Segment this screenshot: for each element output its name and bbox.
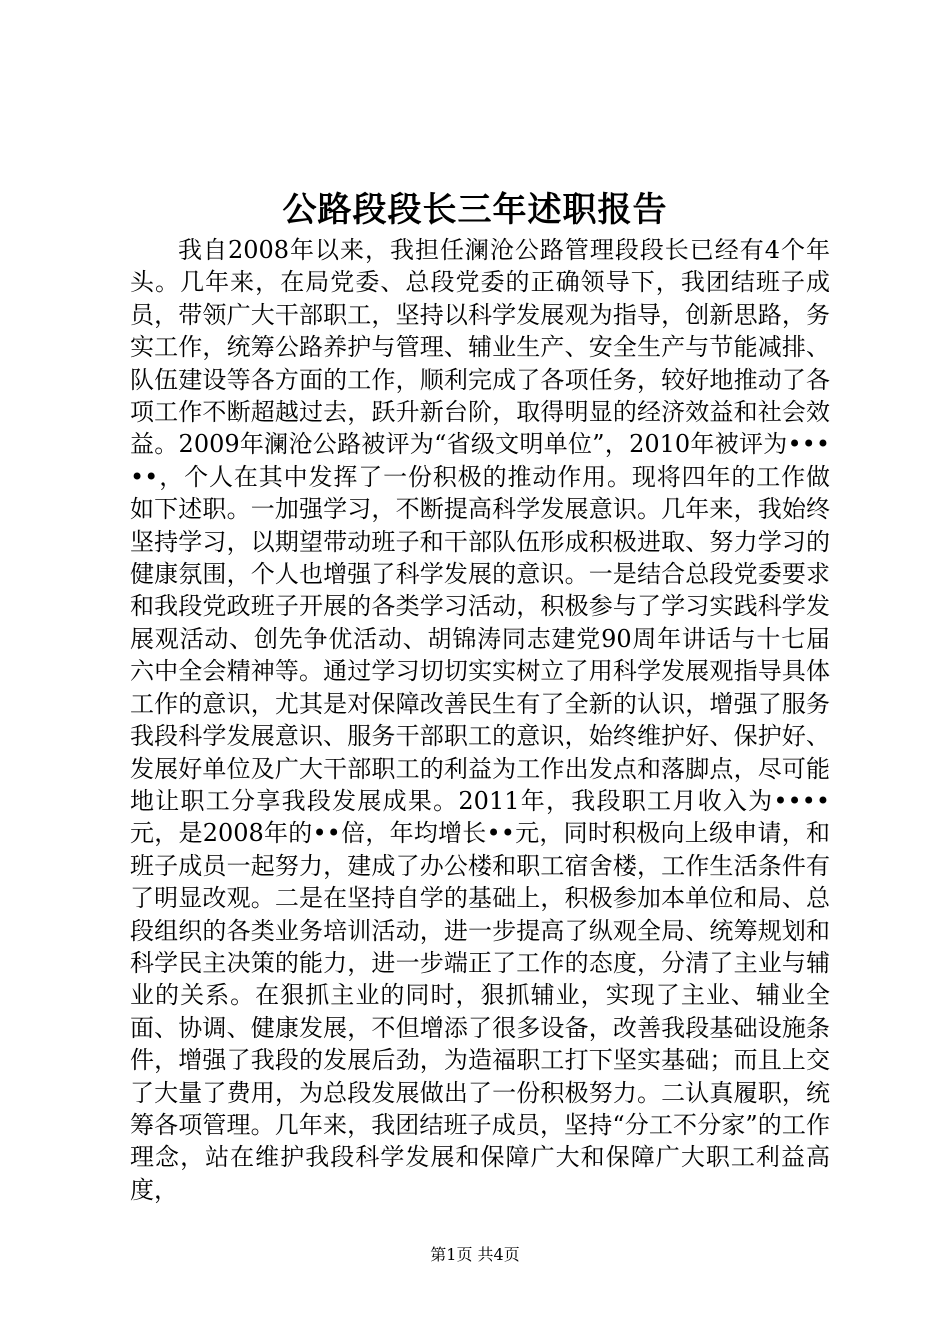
page-footer: 第1页 共4页 [430,1245,520,1264]
document-title: 公路段段长三年述职报告 [282,190,668,230]
body-paragraph: 我自2008年以来，我担任澜沧公路管理段段长已经有4个年头。几年来，在局党委、总段党委的正确领导下，我团结班子成员，带领广大干部职工，坚持以科学发展观为指导，创新思路，务实工作，统筹公路养护与管理、辅业生产、安全生产与节能减排、队伍建设等各方面的工作，顺利完成了各项任务，较好地推动了各项工作不断超越过去，跃升新台阶，取得明显的经济效益和社会效益。2009年澜沧公路被评为“省级文明单位”，2010年被评为•••••，个人在其中发挥了一份积极的推动作用。现将四年的工作做如下述职。一加强学习，不断提高科学发展意识。几年来，我始终坚持学习，以期望带动班子和干部队伍形成积极进取、努力学习的健康氛围，个人也增强了科学发展的意识。一是结合总段党委要求和我段党政班子开展的各类学习活动，积极参与了学习实践科学发展观活动、创先争优活动、胡锦涛同志建党90周年讲话与十七届六中全会精神等。通过学习切切实实树立了用科学发展观指导具体工作的意识，尤其是对保障改善民生有了全新的认识，增强了服务我段科学发展意识、服务干部职工的意识，始终维护好、保护好、发展好单位及广大干部职工的利益为工作出发点和落脚点，尽可能地让职工分享我段发展成果。2011年，我段职工月收入为••••元，是2008年的••倍，年均增长••元，同时积极向上级申请，和班子成员一起努力，建成了办公楼和职工宿舍楼，工作生活条件有了明显改观。二是在坚持自学的基础上，积极参加本单位和局、总段组织的各类业务培训活动，进一步提高了纵观全局、统筹规划和科学民主决策的能力，进一步端正了工作的态度，分清了主业与辅业的关系。在狠抓主业的同时，狠抓辅业，实现了主业、辅业全面、协调、健康发展，不但增添了很多设备，改善我段基础设施条件，增强了我段的发展后劲，为造福职工打下坚实基础；而且上交了大量了费用，为总段发展做出了一份积极努力。二认真履职，统筹各项管理。几年来，我团结班子成员，坚持“分工不分家”的工作理念，站在维护我段科学发展和保障广大和保障广大职工利益高度， [130,236,830,1204]
